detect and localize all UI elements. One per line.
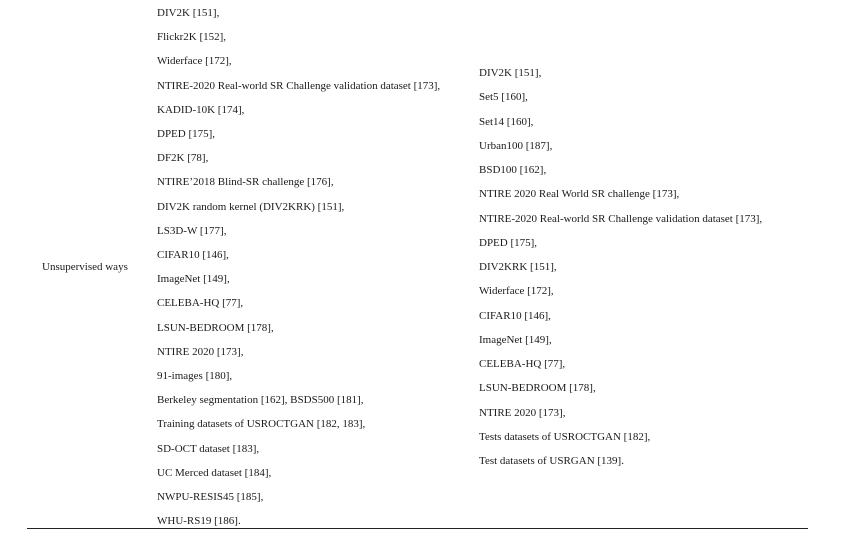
- training-dataset-item: Widerface [172],: [157, 55, 232, 68]
- training-dataset-item: LS3D-W [177],: [157, 224, 227, 237]
- training-dataset-item: LSUN-BEDROOM [178],: [157, 321, 274, 334]
- test-dataset-item: Test datasets of USRGAN [139].: [479, 455, 624, 467]
- training-dataset-item: NTIRE 2020 [173],: [157, 345, 244, 358]
- test-dataset-item: NTIRE-2020 Real-world SR Challenge validation dataset [173],: [479, 212, 763, 225]
- test-dataset-item: Set5 [160],: [479, 91, 528, 104]
- row-label-unsupervised-ways: Unsupervised ways: [42, 261, 128, 273]
- training-dataset-item: SD-OCT dataset [183],: [157, 442, 260, 455]
- training-dataset-item: Berkeley segmentation [162], BSDS500 [181],: [157, 394, 364, 407]
- training-dataset-item: NTIRE-2020 Real-world SR Challenge validation dataset [173],: [157, 79, 441, 92]
- test-dataset-item: CIFAR10 [146],: [479, 309, 551, 322]
- test-dataset-item: LSUN-BEDROOM [178],: [479, 382, 596, 395]
- training-dataset-item: CIFAR10 [146],: [157, 249, 229, 261]
- training-dataset-item: DF2K [78],: [157, 152, 209, 165]
- test-dataset-item: ImageNet [149],: [479, 333, 552, 346]
- test-dataset-item: Set14 [160],: [479, 115, 534, 128]
- test-dataset-item: NTIRE 2020 [173],: [479, 406, 566, 419]
- test-dataset-item: Urban100 [187],: [479, 139, 553, 152]
- training-dataset-item: ImageNet [149],: [157, 273, 230, 286]
- test-dataset-item: CELEBA-HQ [77],: [479, 358, 566, 370]
- training-dataset-item: Flickr2K [152],: [157, 31, 227, 44]
- training-dataset-item: DIV2K [151],: [157, 7, 220, 19]
- test-dataset-item: DIV2K [151],: [479, 67, 542, 79]
- training-dataset-item: UC Merced dataset [184],: [157, 466, 272, 479]
- training-dataset-item: KADID-10K [174],: [157, 103, 245, 116]
- training-dataset-item: CELEBA-HQ [77],: [157, 297, 244, 310]
- training-dataset-item: WHU-RS19 [186].: [157, 515, 241, 528]
- training-dataset-item: NTIRE’2018 Blind-SR challenge [176],: [157, 176, 334, 189]
- training-dataset-item: Training datasets of USROCTGAN [182, 183],: [157, 418, 366, 431]
- test-dataset-item: DIV2KRK [151],: [479, 261, 557, 273]
- table-bottom-rule: [27, 528, 808, 529]
- test-dataset-item: DPED [175],: [479, 236, 538, 249]
- test-dataset-item: BSD100 [162],: [479, 164, 547, 176]
- training-dataset-item: DIV2K random kernel (DIV2KRK) [151],: [157, 200, 345, 213]
- test-dataset-item: Widerface [172],: [479, 285, 554, 298]
- test-dataset-item: NTIRE 2020 Real World SR challenge [173],: [479, 188, 680, 201]
- test-dataset-item: Tests datasets of USROCTGAN [182],: [479, 430, 651, 443]
- training-dataset-item: 91-images [180],: [157, 370, 233, 382]
- training-dataset-item: NWPU-RESIS45 [185],: [157, 491, 264, 503]
- training-dataset-item: DPED [175],: [157, 128, 216, 140]
